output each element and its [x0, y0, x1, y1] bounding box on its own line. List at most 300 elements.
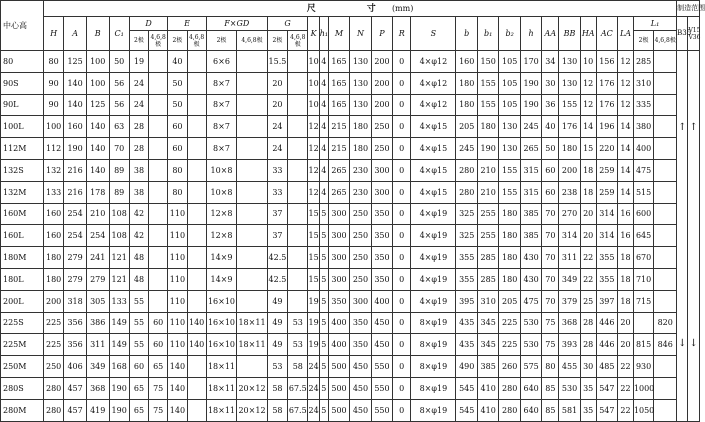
table-cell: 56 — [109, 94, 129, 116]
table-cell: 4 — [319, 159, 328, 181]
table-cell — [237, 225, 268, 247]
col-S: S — [411, 17, 456, 51]
table-cell: 581 — [559, 399, 580, 421]
table-cell: 210 — [86, 203, 109, 225]
table-cell — [633, 312, 653, 334]
table-cell — [149, 116, 168, 138]
table-cell: 350 — [371, 203, 392, 225]
table-cell: 190 — [109, 377, 129, 399]
table-cell — [187, 116, 206, 138]
col-B: B — [86, 17, 109, 51]
table-cell: 4×φ15 — [411, 159, 456, 181]
frame-size-cell: 180L — [1, 268, 44, 290]
table-cell: 230 — [350, 159, 371, 181]
table-cell: 140 — [168, 399, 187, 421]
table-cell: 640 — [520, 377, 541, 399]
table-cell — [237, 138, 268, 160]
table-cell: 70 — [542, 225, 559, 247]
table-cell: 56 — [109, 72, 129, 94]
table-cell: 15 — [580, 138, 596, 160]
col-h1: h₁ — [319, 17, 328, 51]
table-cell: 80 — [43, 51, 63, 73]
table-cell: 18×11 — [237, 334, 268, 356]
table-cell: 250 — [371, 116, 392, 138]
table-row — [1, 290, 700, 312]
table-cell: 4×φ15 — [411, 138, 456, 160]
table-cell — [237, 181, 268, 203]
table-cell: 14 — [618, 138, 634, 160]
table-cell: 85 — [542, 377, 559, 399]
table-cell: 530 — [520, 312, 541, 334]
table-cell — [187, 356, 206, 378]
table-cell: 100 — [86, 51, 109, 73]
table-cell: 22 — [618, 356, 634, 378]
table-cell: 180 — [499, 203, 520, 225]
table-cell: 190 — [520, 72, 541, 94]
table-cell: 4 — [319, 51, 328, 73]
table-cell: 140 — [168, 356, 187, 378]
table-cell: 140 — [187, 334, 206, 356]
table-cell: 4 — [319, 94, 328, 116]
table-cell: 355 — [456, 268, 477, 290]
table-cell: 180 — [559, 138, 580, 160]
table-cell: 450 — [350, 377, 371, 399]
table-cell: 70 — [542, 203, 559, 225]
table-cell: 4 — [319, 72, 328, 94]
table-cell: 279 — [64, 247, 87, 269]
table-cell: 710 — [633, 268, 653, 290]
table-cell: 300 — [371, 159, 392, 181]
table-cell: 140 — [168, 377, 187, 399]
table-cell: 55 — [129, 334, 148, 356]
table-cell: 105 — [499, 94, 520, 116]
table-cell: 8×φ19 — [411, 312, 456, 334]
table-cell: 42.5 — [267, 247, 287, 269]
table-cell: 53 — [267, 356, 287, 378]
table-cell: 4 — [319, 116, 328, 138]
table-cell: 0 — [393, 138, 411, 160]
table-cell: 180 — [499, 247, 520, 269]
table-cell: 241 — [86, 247, 109, 269]
table-cell: 300 — [328, 225, 349, 247]
table-cell: 160 — [43, 225, 63, 247]
table-cell: 0 — [393, 247, 411, 269]
table-cell: 715 — [633, 290, 653, 312]
table-cell: 60 — [149, 334, 168, 356]
table-cell: 155 — [499, 181, 520, 203]
table-cell: 18×11 — [206, 377, 237, 399]
table-cell: 170 — [520, 51, 541, 73]
table-cell: 305 — [86, 290, 109, 312]
table-cell: 100 — [86, 72, 109, 94]
table-cell: 450 — [350, 399, 371, 421]
table-cell: 500 — [328, 356, 349, 378]
table-cell: 410 — [477, 399, 498, 421]
col-R: R — [393, 17, 411, 51]
table-cell: 48 — [129, 268, 148, 290]
table-cell: 10×8 — [206, 181, 237, 203]
table-cell: 238 — [559, 181, 580, 203]
table-cell: 40 — [542, 116, 559, 138]
frame-size-cell: 160L — [1, 225, 44, 247]
table-cell: 15 — [308, 203, 319, 225]
table-cell: 37 — [267, 225, 287, 247]
table-cell: 190 — [64, 138, 87, 160]
table-cell: 15 — [308, 268, 319, 290]
table-cell: 8×φ19 — [411, 377, 456, 399]
table-cell: 400 — [371, 290, 392, 312]
table-cell — [654, 356, 677, 378]
table-cell: 5 — [319, 356, 328, 378]
table-cell: 350 — [371, 225, 392, 247]
mfg-range-arrow-b35: ↑ ↓ — [677, 51, 688, 422]
table-cell: 28 — [580, 312, 596, 334]
table-cell: 160 — [43, 203, 63, 225]
table-row — [1, 159, 700, 181]
table-cell: 4×φ19 — [411, 247, 456, 269]
table-cell: 140 — [86, 138, 109, 160]
table-cell: 270 — [559, 203, 580, 225]
table-cell: 419 — [86, 399, 109, 421]
table-cell: 4×φ12 — [411, 51, 456, 73]
table-cell: 0 — [393, 268, 411, 290]
table-cell: 50 — [109, 51, 129, 73]
table-cell: 250 — [43, 356, 63, 378]
table-cell — [654, 51, 677, 73]
table-cell: 15 — [308, 247, 319, 269]
table-cell — [187, 51, 206, 73]
table-cell: 280 — [456, 159, 477, 181]
table-cell: 250 — [350, 225, 371, 247]
table-cell: 65 — [129, 399, 148, 421]
table-cell: 210 — [477, 181, 498, 203]
table-cell: 485 — [596, 356, 617, 378]
table-row — [1, 72, 700, 94]
table-cell — [654, 94, 677, 116]
table-cell: 12 — [618, 72, 634, 94]
table-cell: 325 — [456, 225, 477, 247]
table-cell — [288, 268, 308, 290]
table-cell: 60 — [542, 181, 559, 203]
table-cell: 108 — [109, 225, 129, 247]
table-cell — [654, 268, 677, 290]
table-cell — [237, 247, 268, 269]
table-cell: 457 — [64, 399, 87, 421]
table-cell: 180 — [350, 138, 371, 160]
table-cell: 20 — [580, 225, 596, 247]
table-cell: 30 — [542, 72, 559, 94]
table-cell: 18×11 — [206, 399, 237, 421]
table-cell — [237, 268, 268, 290]
table-cell: 215 — [328, 116, 349, 138]
table-cell: 121 — [109, 247, 129, 269]
table-cell: 245 — [456, 138, 477, 160]
table-cell: 75 — [542, 312, 559, 334]
table-cell: 176 — [559, 116, 580, 138]
table-cell: 42.5 — [267, 268, 287, 290]
table-cell — [288, 94, 308, 116]
table-cell: 34 — [542, 51, 559, 73]
table-cell: 89 — [109, 159, 129, 181]
table-cell: 190 — [477, 138, 498, 160]
frame-header: 中心高 — [1, 1, 44, 51]
frame-size-cell: 112M — [1, 138, 44, 160]
table-cell: 130 — [559, 72, 580, 94]
table-cell — [149, 268, 168, 290]
table-cell: 200 — [559, 159, 580, 181]
table-cell: 8×7 — [206, 116, 237, 138]
table-cell: 133 — [43, 181, 63, 203]
table-cell: 4×φ12 — [411, 94, 456, 116]
table-cell: 200 — [371, 94, 392, 116]
table-cell: 350 — [350, 334, 371, 356]
frame-size-cell: 80 — [1, 51, 44, 73]
table-cell: 435 — [456, 312, 477, 334]
table-cell: 200 — [371, 51, 392, 73]
table-cell: 349 — [559, 268, 580, 290]
table-cell: 90 — [43, 72, 63, 94]
table-cell: 0 — [393, 356, 411, 378]
table-cell: 50 — [168, 72, 187, 94]
table-cell: 311 — [559, 247, 580, 269]
table-cell: 4×φ19 — [411, 290, 456, 312]
table-cell — [187, 268, 206, 290]
table-cell: 50 — [168, 94, 187, 116]
table-cell: 176 — [596, 72, 617, 94]
table-cell: 110 — [168, 312, 187, 334]
table-cell: 280 — [456, 181, 477, 203]
table-cell: 490 — [456, 356, 477, 378]
table-cell: 12 — [580, 94, 596, 116]
table-cell: 0 — [393, 94, 411, 116]
table-cell: 450 — [371, 334, 392, 356]
table-cell: 0 — [393, 290, 411, 312]
table-cell: 58 — [267, 377, 287, 399]
col-M: M — [328, 17, 349, 51]
table-cell: 65 — [129, 377, 148, 399]
table-cell — [187, 225, 206, 247]
table-cell: 40 — [168, 51, 187, 73]
frame-size-cell: 280M — [1, 399, 44, 421]
table-cell — [187, 203, 206, 225]
table-cell — [187, 159, 206, 181]
table-cell: 10 — [308, 51, 319, 73]
table-cell: 180 — [477, 116, 498, 138]
table-cell: 386 — [86, 312, 109, 334]
frame-size-cell: 100L — [1, 116, 44, 138]
col-P: P — [371, 17, 392, 51]
col-b: b — [456, 17, 477, 51]
table-cell: 12 — [618, 51, 634, 73]
pole468-G: 4,6,8极 — [288, 31, 308, 51]
table-cell: 216 — [64, 159, 87, 181]
table-cell: 5 — [319, 290, 328, 312]
table-cell: 14 — [618, 116, 634, 138]
table-cell: 70 — [542, 290, 559, 312]
table-cell: 58 — [288, 356, 308, 378]
table-cell — [654, 290, 677, 312]
table-cell: 12×8 — [206, 225, 237, 247]
table-cell: 155 — [477, 94, 498, 116]
table-cell: 125 — [64, 51, 87, 73]
table-cell — [149, 290, 168, 312]
pole2-D: 2极 — [129, 31, 148, 51]
table-cell: 12 — [308, 181, 319, 203]
table-cell: 140 — [86, 159, 109, 181]
table-cell: 85 — [542, 399, 559, 421]
table-cell — [149, 138, 168, 160]
col-H: H — [43, 17, 63, 51]
table-cell: 210 — [477, 159, 498, 181]
table-cell: 130 — [559, 51, 580, 73]
table-cell: 105 — [499, 51, 520, 73]
table-cell: 397 — [596, 290, 617, 312]
table-cell: 368 — [86, 377, 109, 399]
mfg-title: 制造范围 — [677, 1, 700, 17]
table-cell: 410 — [477, 377, 498, 399]
table-cell: 335 — [633, 94, 653, 116]
table-cell: 53 — [288, 312, 308, 334]
table-row — [1, 399, 700, 421]
table-cell: 0 — [393, 72, 411, 94]
table-cell: 285 — [477, 247, 498, 269]
table-cell: 28 — [129, 138, 148, 160]
table-cell: 355 — [456, 247, 477, 269]
table-cell: 20 — [580, 203, 596, 225]
table-cell: 6×6 — [206, 51, 237, 73]
mfg-b35: B35 — [677, 17, 688, 51]
table-cell: 60 — [149, 312, 168, 334]
table-cell: 165 — [328, 72, 349, 94]
col-A: A — [64, 17, 87, 51]
table-row — [1, 181, 700, 203]
table-cell: 260 — [499, 356, 520, 378]
table-cell: 0 — [393, 399, 411, 421]
table-cell: 149 — [109, 312, 129, 334]
table-cell: 89 — [109, 181, 129, 203]
table-cell: 130 — [499, 116, 520, 138]
frame-size-cell: 180M — [1, 247, 44, 269]
table-cell: 350 — [350, 312, 371, 334]
frame-size-cell: 280S — [1, 377, 44, 399]
table-cell: 0 — [393, 159, 411, 181]
table-cell: 314 — [596, 225, 617, 247]
table-cell: 250 — [350, 268, 371, 290]
table-cell: 575 — [520, 356, 541, 378]
col-K: K — [308, 17, 319, 51]
table-body — [1, 51, 700, 422]
table-cell: 350 — [371, 268, 392, 290]
table-cell: 24 — [308, 399, 319, 421]
table-cell: 645 — [633, 225, 653, 247]
table-cell: 225 — [499, 312, 520, 334]
table-cell: 16 — [618, 203, 634, 225]
table-cell: 20×12 — [237, 399, 268, 421]
table-cell: 12×8 — [206, 203, 237, 225]
table-cell: 205 — [456, 116, 477, 138]
table-cell: 225 — [43, 334, 63, 356]
table-row — [1, 356, 700, 378]
table-cell: 168 — [109, 356, 129, 378]
table-cell — [654, 116, 677, 138]
col-LA: LA — [618, 17, 634, 51]
table-cell — [654, 377, 677, 399]
table-cell: 475 — [520, 290, 541, 312]
table-cell: 18 — [618, 268, 634, 290]
table-cell — [149, 247, 168, 269]
table-cell — [149, 159, 168, 181]
table-cell — [149, 181, 168, 203]
table-cell — [149, 94, 168, 116]
table-cell — [237, 203, 268, 225]
table-cell: 24 — [267, 138, 287, 160]
table-row — [1, 51, 700, 73]
table-cell — [288, 138, 308, 160]
table-cell: 15.5 — [267, 51, 287, 73]
table-cell: 547 — [596, 377, 617, 399]
table-cell: 24 — [267, 116, 287, 138]
table-cell: 14×9 — [206, 247, 237, 269]
table-cell: 12 — [618, 94, 634, 116]
pole468-D: 4,6,8极 — [149, 31, 168, 51]
table-cell — [654, 399, 677, 421]
table-cell: 38 — [129, 159, 148, 181]
frame-size-cell: 250M — [1, 356, 44, 378]
table-cell: 165 — [328, 94, 349, 116]
table-cell: 254 — [64, 225, 87, 247]
table-cell: 24 — [308, 377, 319, 399]
table-cell: 80 — [542, 356, 559, 378]
table-cell: 19 — [308, 312, 319, 334]
table-cell: 22 — [618, 399, 634, 421]
table-cell: 310 — [477, 290, 498, 312]
col-AC: AC — [596, 17, 617, 51]
table-cell: 300 — [328, 268, 349, 290]
table-cell: 90 — [43, 94, 63, 116]
table-cell: 310 — [633, 72, 653, 94]
table-cell: 8×φ19 — [411, 356, 456, 378]
table-cell: 0 — [393, 334, 411, 356]
table-cell: 155 — [559, 94, 580, 116]
table-cell: 30 — [580, 356, 596, 378]
table-cell: 35 — [580, 399, 596, 421]
table-cell: 314 — [559, 225, 580, 247]
table-cell: 280 — [43, 399, 63, 421]
table-cell: 259 — [596, 181, 617, 203]
table-cell: 10×8 — [206, 159, 237, 181]
table-cell — [149, 225, 168, 247]
table-cell: 355 — [596, 268, 617, 290]
table-cell: 22 — [580, 268, 596, 290]
table-cell: 25 — [580, 290, 596, 312]
table-cell: 49 — [267, 334, 287, 356]
table-cell: 10 — [308, 94, 319, 116]
table-cell: 133 — [109, 290, 129, 312]
table-cell: 36 — [542, 94, 559, 116]
table-cell: 80 — [168, 181, 187, 203]
table-cell: 18 — [580, 181, 596, 203]
table-cell: 450 — [350, 356, 371, 378]
frame-size-cell: 90S — [1, 72, 44, 94]
table-cell: 455 — [559, 356, 580, 378]
table-cell: 37 — [267, 203, 287, 225]
table-cell: 250 — [371, 138, 392, 160]
table-cell: 430 — [520, 247, 541, 269]
table-cell — [654, 159, 677, 181]
table-cell: 130 — [350, 72, 371, 94]
table-cell: 314 — [596, 203, 617, 225]
table-cell: 379 — [559, 290, 580, 312]
